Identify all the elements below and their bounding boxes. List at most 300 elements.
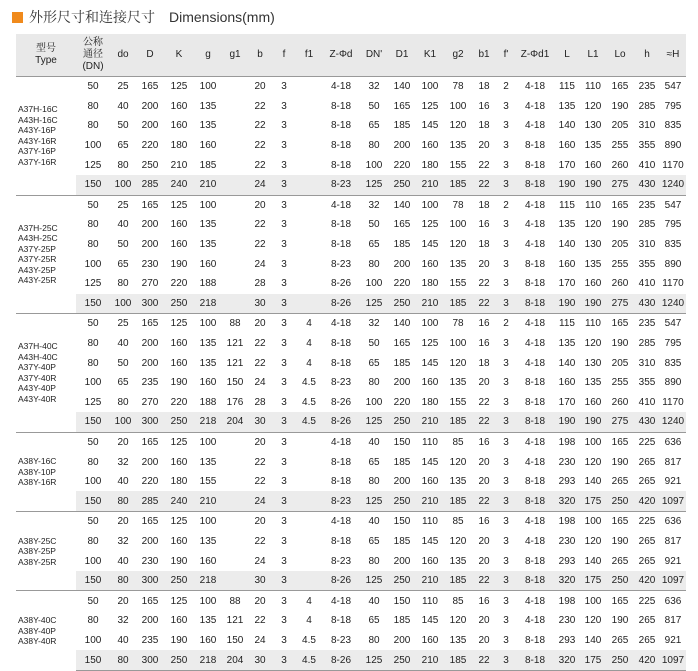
table-cell: 8-18	[330, 159, 351, 171]
model-name: A38Y-40R	[18, 636, 57, 647]
table-cell: 250	[388, 294, 416, 314]
table-cell: 85	[444, 512, 472, 532]
table-cell: 3	[496, 571, 516, 591]
table-cell: 100	[416, 195, 444, 215]
table-cell: 240	[164, 175, 194, 195]
table-cell: 235	[141, 634, 159, 646]
table-cell: 210	[416, 491, 444, 511]
table-cell: 3	[496, 512, 516, 532]
table-cell: 65	[117, 258, 129, 270]
header-cell: f	[272, 34, 296, 77]
table-cell: 3	[503, 396, 509, 408]
table-cell: 8-18	[516, 650, 554, 670]
table-cell: 185	[444, 650, 472, 670]
table-cell: 165	[393, 219, 411, 231]
table-cell: 160	[584, 278, 602, 290]
table-cell: 140	[558, 239, 576, 251]
table-cell: 20	[110, 512, 136, 532]
table-cell: 8-18	[524, 159, 545, 171]
table-cell: 2	[496, 77, 516, 97]
table-cell: 130	[584, 120, 602, 132]
table-cell: 145	[421, 239, 439, 251]
table-cell: 50	[76, 77, 110, 97]
table-cell: 120	[449, 120, 467, 132]
table-cell: 547	[660, 77, 686, 97]
table-cell: 78	[444, 195, 472, 215]
table-cell: 1240	[660, 294, 686, 314]
table-cell: 125	[360, 491, 388, 511]
table-row	[16, 591, 686, 611]
table-cell: 2	[496, 314, 516, 334]
table-cell: 3	[503, 258, 509, 270]
table-cell: 3	[272, 175, 296, 195]
table-cell: 155	[199, 476, 217, 488]
table-cell: 20	[248, 432, 272, 452]
table-cell: 8-18	[524, 258, 545, 270]
table-cell	[222, 195, 248, 215]
table-row	[16, 353, 686, 373]
table-cell	[222, 571, 248, 591]
table-cell: 125	[164, 512, 194, 532]
table-cell: 80	[87, 120, 99, 132]
table-cell: 430	[634, 294, 660, 314]
table-cell: 3	[496, 294, 516, 314]
table-cell: 20	[478, 476, 490, 488]
model-name: A43Y-25P	[18, 264, 56, 275]
table-cell: 160	[170, 219, 188, 231]
table-cell: 4-18	[322, 591, 360, 611]
table-cell: 185	[393, 120, 411, 132]
model-cell	[16, 77, 76, 196]
table-cell: 50	[76, 314, 110, 334]
table-cell: 3	[503, 219, 509, 231]
table-cell: 115	[554, 314, 580, 334]
table-row	[16, 611, 686, 631]
table-cell: 30	[248, 294, 272, 314]
table-cell: 8-23	[322, 491, 360, 511]
model-name: A38Y-25R	[18, 556, 57, 567]
header-cell: b	[248, 34, 272, 77]
table-cell: 225	[634, 432, 660, 452]
table-cell: 200	[141, 338, 159, 350]
table-cell: 160	[421, 258, 439, 270]
table-cell: 200	[141, 239, 159, 251]
table-cell: 165	[136, 591, 164, 611]
table-cell: 165	[136, 314, 164, 334]
table-cell: 80	[368, 140, 380, 152]
table-cell: 1170	[662, 159, 684, 171]
table-cell: 4-18	[516, 195, 554, 215]
table-cell: 220	[393, 278, 411, 290]
table-cell: 265	[638, 456, 656, 468]
table-cell: 547	[660, 195, 686, 215]
model-cell	[16, 314, 76, 433]
table-cell: 160	[199, 555, 217, 567]
table-cell: 205	[611, 239, 629, 251]
table-cell: 190	[611, 535, 629, 547]
table-cell: 250	[164, 571, 194, 591]
table-cell: 78	[444, 314, 472, 334]
table-cell: 120	[449, 456, 467, 468]
table-cell: 8-18	[524, 476, 545, 488]
model-name: A37Y-16P	[18, 146, 56, 157]
model-name: A43H-16C	[18, 114, 58, 125]
table-row	[16, 472, 686, 492]
header-cell: f1	[296, 34, 322, 77]
table-cell: 170	[558, 396, 576, 408]
table-cell: 260	[611, 159, 629, 171]
table-cell: 110	[416, 591, 444, 611]
table-cell: 210	[416, 571, 444, 591]
table-cell: 190	[611, 456, 629, 468]
table-cell: 205	[611, 357, 629, 369]
table-cell: 40	[117, 634, 129, 646]
table-cell	[296, 116, 322, 136]
table-cell: 218	[194, 650, 222, 670]
table-cell: 250	[388, 491, 416, 511]
table-cell: 18	[478, 239, 490, 251]
table-cell: 85	[444, 591, 472, 611]
table-cell: 225	[634, 591, 660, 611]
table-cell: 135	[199, 239, 217, 251]
table-cell: 225	[634, 512, 660, 532]
table-cell: 4	[306, 357, 312, 369]
table-cell: 8-18	[524, 377, 545, 389]
table-cell: 30	[248, 650, 272, 670]
table-cell: 265	[638, 615, 656, 627]
table-cell: 150	[76, 294, 110, 314]
table-cell: 160	[170, 120, 188, 132]
table-cell: 190	[580, 294, 606, 314]
header-cell: Z-Φd1	[516, 34, 554, 77]
table-cell: 160	[558, 140, 576, 152]
table-cell	[222, 551, 248, 571]
table-cell: 285	[136, 175, 164, 195]
model-name: A38Y-40C	[18, 615, 57, 626]
table-cell: 40	[117, 338, 129, 350]
table-row	[16, 551, 686, 571]
table-cell: 210	[170, 159, 188, 171]
table-cell: 160	[170, 535, 188, 547]
table-cell: 24	[254, 634, 266, 646]
table-cell: 20	[478, 456, 490, 468]
table-cell: 22	[254, 456, 266, 468]
table-cell: 817	[664, 615, 682, 627]
table-cell: 3	[281, 555, 287, 567]
table-cell: 88	[222, 591, 248, 611]
table-cell: 25	[110, 77, 136, 97]
table-cell: 8-18	[330, 338, 351, 350]
table-row	[16, 334, 686, 354]
table-cell: 200	[393, 377, 411, 389]
model-name: A43Y-40P	[18, 383, 56, 394]
table-cell: 300	[136, 294, 164, 314]
table-cell: 3	[281, 396, 287, 408]
table-cell: 3	[496, 412, 516, 432]
table-cell: 120	[449, 357, 467, 369]
table-cell: 176	[226, 396, 244, 408]
table-cell: 25	[110, 314, 136, 334]
table-cell: 22	[254, 338, 266, 350]
table-cell: 8-18	[524, 396, 545, 408]
table-cell: 188	[199, 278, 217, 290]
table-row	[16, 175, 686, 195]
table-cell: 3	[503, 140, 509, 152]
table-cell: 65	[368, 120, 380, 132]
table-row	[16, 294, 686, 314]
table-cell	[296, 77, 322, 97]
table-cell: 8-26	[330, 278, 351, 290]
table-cell	[296, 254, 322, 274]
table-row	[16, 155, 686, 175]
table-cell: 22	[472, 571, 496, 591]
table-cell: 135	[449, 555, 467, 567]
table-cell: 3	[272, 432, 296, 452]
table-cell: 270	[141, 278, 159, 290]
table-cell: 190	[554, 294, 580, 314]
table-cell: 22	[472, 650, 496, 670]
table-cell: 100	[580, 432, 606, 452]
model-name: A38Y-16R	[18, 477, 57, 488]
table-cell: 220	[393, 396, 411, 408]
table-cell: 130	[584, 239, 602, 251]
table-cell: 100	[416, 77, 444, 97]
table-cell: 3	[503, 476, 509, 488]
table-cell: 636	[660, 512, 686, 532]
table-cell: 8-18	[330, 456, 351, 468]
table-cell: 430	[634, 175, 660, 195]
table-row	[16, 136, 686, 156]
table-cell: 3	[503, 120, 509, 132]
model-name: A43H-40C	[18, 351, 58, 362]
table-cell: 190	[611, 615, 629, 627]
table-cell: 4.5	[296, 650, 322, 670]
table-cell: 165	[606, 195, 634, 215]
table-cell: 890	[664, 377, 682, 389]
table-cell: 4-18	[322, 77, 360, 97]
table-cell: 125	[164, 195, 194, 215]
table-cell: 16	[472, 314, 496, 334]
header-cell: ≈H	[660, 34, 686, 77]
table-cell: 235	[634, 77, 660, 97]
table-cell: 22	[478, 278, 490, 290]
table-cell: 125	[84, 159, 102, 171]
table-cell: 190	[611, 338, 629, 350]
table-cell: 300	[136, 412, 164, 432]
model-name: A43Y-16P	[18, 125, 56, 136]
table-cell: 3	[281, 278, 287, 290]
table-cell: 4.5	[296, 412, 322, 432]
table-cell: 250	[164, 412, 194, 432]
table-cell: 121	[226, 615, 244, 627]
table-cell: 80	[368, 377, 380, 389]
table-row	[16, 571, 686, 591]
table-cell: 355	[638, 377, 656, 389]
table-cell: 230	[141, 555, 159, 567]
table-cell: 140	[558, 120, 576, 132]
table-cell: 3	[272, 195, 296, 215]
table-cell: 8-18	[516, 412, 554, 432]
table-cell: 3	[281, 159, 287, 171]
table-cell: 430	[634, 412, 660, 432]
table-cell: 145	[421, 615, 439, 627]
table-cell: 190	[611, 100, 629, 112]
table-cell: 1170	[662, 396, 684, 408]
table-cell: 22	[254, 357, 266, 369]
table-cell: 145	[421, 456, 439, 468]
table-cell: 8-18	[330, 120, 351, 132]
table-cell: 204	[222, 650, 248, 670]
table-row	[16, 631, 686, 651]
header-cell: g	[194, 34, 222, 77]
table-cell: 921	[664, 555, 682, 567]
table-cell: 20	[478, 535, 490, 547]
table-cell: 165	[393, 100, 411, 112]
table-cell: 420	[634, 491, 660, 511]
header-cell: DN'	[360, 34, 388, 77]
table-cell: 4-18	[516, 314, 554, 334]
table-cell: 140	[584, 555, 602, 567]
table-cell: 185	[444, 571, 472, 591]
table-row	[16, 116, 686, 136]
table-cell: 8-26	[322, 571, 360, 591]
table-cell: 185	[199, 159, 217, 171]
table-cell: 185	[393, 535, 411, 547]
table-cell: 32	[360, 314, 388, 334]
table-cell	[222, 116, 248, 136]
table-cell: 80	[368, 476, 380, 488]
table-cell: 100	[449, 338, 467, 350]
table-cell: 200	[393, 258, 411, 270]
table-cell: 80	[87, 615, 99, 627]
section-title	[12, 6, 275, 28]
table-cell: 3	[272, 512, 296, 532]
table-cell: 320	[554, 491, 580, 511]
table-cell: 250	[388, 175, 416, 195]
header-cell: L	[554, 34, 580, 77]
header-model: 型号 Type	[16, 34, 76, 77]
table-cell: 22	[254, 219, 266, 231]
table-cell: 4-18	[516, 512, 554, 532]
table-cell: 160	[558, 258, 576, 270]
table-cell: 4-18	[524, 219, 545, 231]
table-cell: 4-18	[524, 535, 545, 547]
table-row	[16, 373, 686, 393]
table-cell	[296, 155, 322, 175]
table-cell: 200	[141, 456, 159, 468]
table-cell: 110	[416, 432, 444, 452]
table-cell: 8-18	[330, 535, 351, 547]
table-cell	[296, 472, 322, 492]
table-cell	[296, 491, 322, 511]
table-cell: 32	[117, 615, 129, 627]
table-cell: 3	[272, 491, 296, 511]
table-cell: 4-18	[322, 432, 360, 452]
table-cell: 410	[638, 396, 656, 408]
table-cell: 265	[638, 476, 656, 488]
table-cell: 3	[272, 412, 296, 432]
table-cell: 65	[368, 357, 380, 369]
table-cell: 150	[226, 377, 244, 389]
table-cell: 20	[248, 314, 272, 334]
model-name: A38Y-25P	[18, 546, 56, 556]
table-cell: 4	[306, 615, 312, 627]
table-cell: 32	[117, 456, 129, 468]
table-cell: 190	[554, 175, 580, 195]
header-cell: g2	[444, 34, 472, 77]
header-cell: b1	[472, 34, 496, 77]
table-row	[16, 77, 686, 97]
table-cell: 235	[634, 195, 660, 215]
table-cell: 30	[248, 571, 272, 591]
model-name: A37Y-25P	[18, 243, 56, 254]
table-cell: 125	[164, 314, 194, 334]
table-cell: 795	[664, 219, 682, 231]
table-cell: 8-18	[330, 615, 351, 627]
header-cell: 公称 通径 (DN)	[76, 34, 110, 77]
table-cell: 80	[87, 456, 99, 468]
model-cell	[16, 512, 76, 591]
model-name: A37H-16C	[18, 104, 58, 115]
table-cell: 4.5	[302, 634, 316, 646]
table-cell	[296, 235, 322, 255]
table-cell: 200	[141, 219, 159, 231]
table-cell: 4-18	[516, 77, 554, 97]
table-cell: 135	[449, 258, 467, 270]
table-cell: 4	[296, 314, 322, 334]
table-cell: 135	[449, 476, 467, 488]
table-cell: 145	[421, 535, 439, 547]
table-cell: 125	[164, 591, 194, 611]
table-cell: 8-18	[524, 555, 545, 567]
table-cell: 160	[421, 140, 439, 152]
table-cell	[222, 294, 248, 314]
table-cell: 100	[365, 396, 383, 408]
table-cell: 40	[360, 512, 388, 532]
table-cell: 230	[141, 258, 159, 270]
table-cell: 140	[584, 476, 602, 488]
table-cell: 220	[393, 159, 411, 171]
table-cell: 3	[503, 535, 509, 547]
table-cell: 22	[254, 476, 266, 488]
table-cell: 18	[478, 120, 490, 132]
table-cell: 817	[664, 535, 682, 547]
table-cell: 198	[554, 591, 580, 611]
table-cell: 3	[503, 100, 509, 112]
table-cell: 150	[76, 571, 110, 591]
table-cell: 165	[136, 195, 164, 215]
table-cell: 250	[606, 650, 634, 670]
table-cell: 100	[194, 512, 222, 532]
table-cell: 260	[611, 396, 629, 408]
table-cell: 310	[638, 357, 656, 369]
table-cell: 120	[584, 535, 602, 547]
table-cell: 3	[281, 258, 287, 270]
table-cell: 120	[584, 219, 602, 231]
table-cell: 135	[199, 357, 217, 369]
table-cell: 200	[141, 357, 159, 369]
table-cell: 135	[449, 634, 467, 646]
table-row	[16, 235, 686, 255]
table-cell: 200	[141, 535, 159, 547]
table-cell: 65	[368, 239, 380, 251]
table-cell: 65	[117, 140, 129, 152]
table-cell: 200	[393, 555, 411, 567]
table-cell: 3	[496, 175, 516, 195]
table-cell: 320	[554, 650, 580, 670]
table-cell: 130	[584, 357, 602, 369]
table-cell: 3	[281, 100, 287, 112]
